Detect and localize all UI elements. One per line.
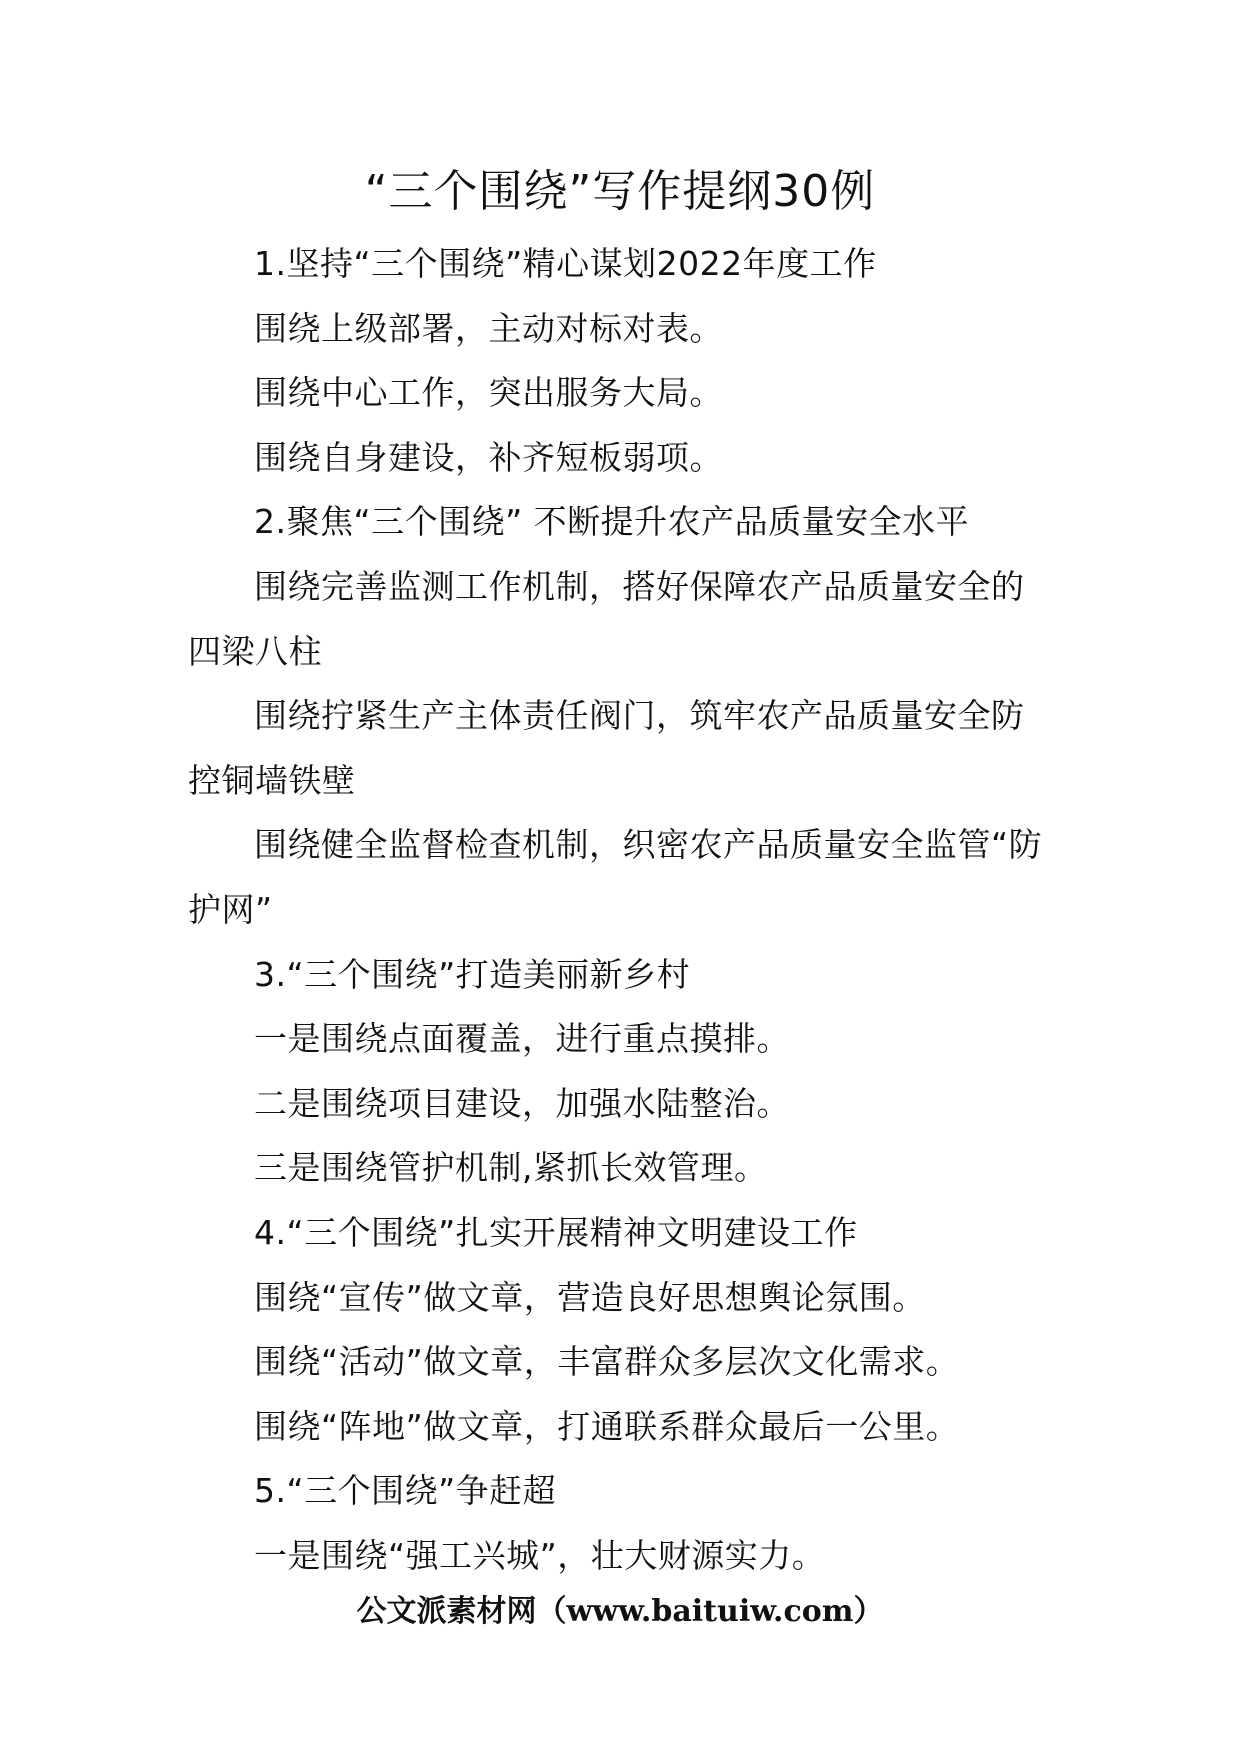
paragraph: 围绕健全监督检查机制，织密农产品质量安全监管“防护网” [188,825,1043,929]
section-heading-4: 4.“三个围绕”扎实开展精神文明建设工作 [254,1212,858,1252]
footer-watermark: 公文派素材网（www.baituiw.com） [356,1594,884,1629]
document-title: “三个围绕”写作提纲30例 [364,166,876,217]
section-heading-1: 1.坚持“三个围绕”精心谋划2022年度工作 [254,244,877,283]
paragraph: 二是围绕项目建设，加强水陆整治。 [254,1083,790,1123]
paragraph: 围绕“活动”做文章，丰富群众多层次文化需求。 [254,1342,960,1382]
paragraph: 一是围绕点面覆盖，进行重点摸排。 [254,1019,790,1059]
paragraph: 围绕完善监测工作机制，搭好保障农产品质量安全的四梁八柱 [188,566,1025,671]
paragraph: 围绕“宣传”做文章，营造良好思想舆论氛围。 [254,1277,926,1317]
section-heading-2: 2.聚焦“三个围绕” 不断提升农产品质量安全水平 [254,502,970,542]
paragraph: 围绕上级部署，主动对标对表。 [254,308,723,348]
section-heading-3: 3.“三个围绕”打造美丽新乡村 [254,954,691,994]
paragraph: 三是围绕管护机制,紧抓长效管理。 [254,1148,768,1188]
paragraph: 围绕自身建设，补齐短板弱项。 [254,437,723,477]
paragraph: 围绕“阵地”做文章，打通联系群众最后一公里。 [254,1406,960,1446]
document-body [188,232,1054,1588]
section-heading-5: 5.“三个围绕”争赶超 [254,1471,557,1511]
paragraph: 围绕拧紧生产主体责任阀门，筑牢农产品质量安全防控铜墙铁壁 [188,696,1025,800]
paragraph: 围绕中心工作，突出服务大局。 [254,373,723,413]
paragraph: 一是围绕“强工兴城”，壮大财源实力。 [254,1535,826,1575]
